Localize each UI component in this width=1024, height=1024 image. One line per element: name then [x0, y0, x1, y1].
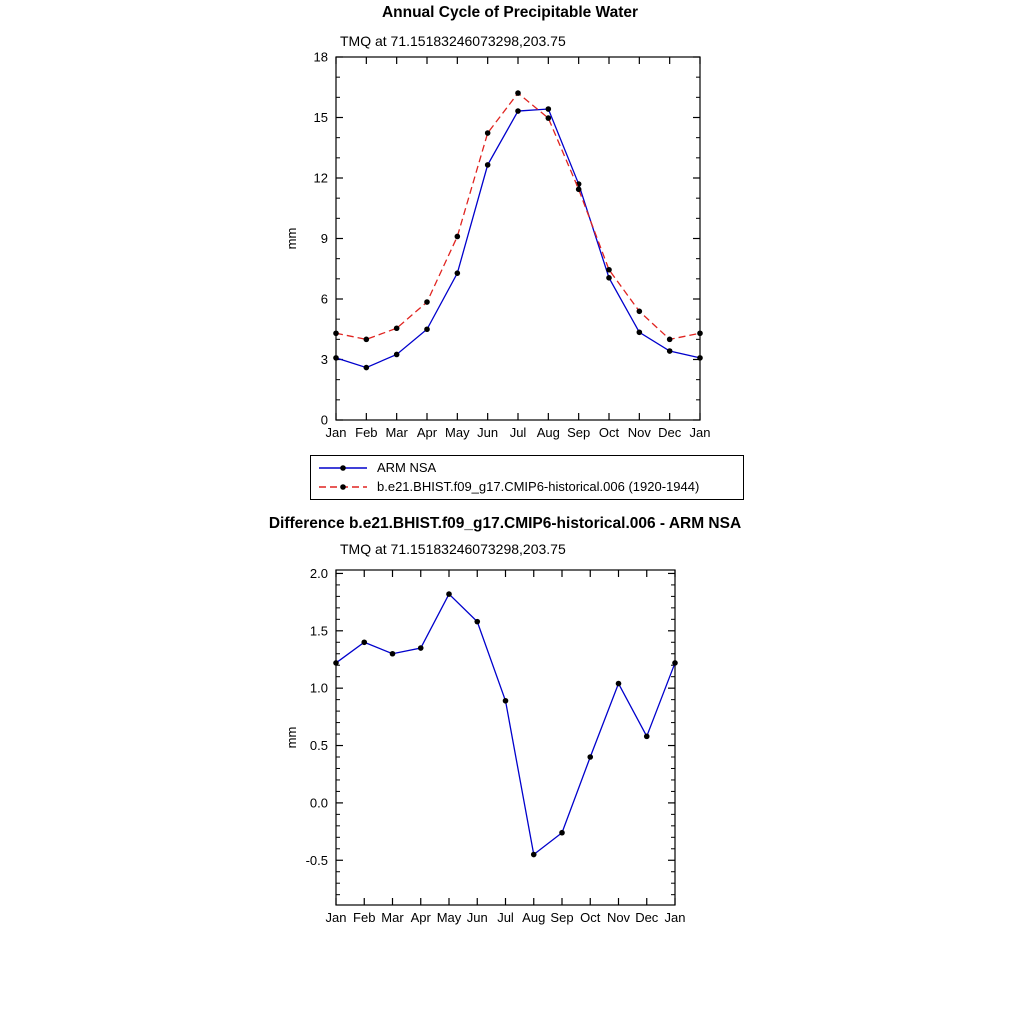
svg-text:0.5: 0.5	[309, 738, 328, 754]
svg-text:Jul: Jul	[497, 910, 514, 925]
svg-text:Jan: Jan	[664, 910, 686, 925]
svg-text:Jan: Jan	[325, 910, 347, 925]
svg-text:2.0: 2.0	[309, 565, 328, 581]
svg-text:Jul: Jul	[509, 425, 527, 440]
svg-text:Nov: Nov	[606, 910, 631, 925]
series-markers-0	[333, 591, 678, 857]
svg-text:Jan: Jan	[689, 425, 711, 440]
svg-text:Feb: Feb	[353, 910, 376, 925]
svg-text:Jun: Jun	[466, 910, 488, 925]
svg-text:0: 0	[320, 412, 328, 428]
svg-text:Dec: Dec	[658, 425, 682, 440]
svg-text:Feb: Feb	[355, 425, 378, 440]
difference-chart-subtitle: TMQ at 71.15183246073298,203.75	[340, 541, 566, 557]
svg-text:6: 6	[320, 291, 328, 307]
svg-text:May: May	[445, 425, 470, 440]
svg-text:Oct: Oct	[598, 425, 620, 440]
svg-text:Apr: Apr	[416, 425, 438, 440]
series-line-0	[336, 109, 700, 368]
svg-text:18: 18	[313, 49, 328, 65]
svg-text:1.0: 1.0	[309, 680, 328, 696]
svg-text:Aug: Aug	[522, 910, 546, 925]
difference-chart-canvas	[250, 556, 730, 931]
svg-text:1.5: 1.5	[309, 623, 328, 639]
svg-text:Nov: Nov	[627, 425, 651, 440]
svg-text:0.0: 0.0	[309, 795, 328, 811]
svg-text:9: 9	[320, 231, 328, 246]
y-minor-ticks	[336, 585, 675, 895]
svg-text:3: 3	[320, 352, 328, 367]
legend-item-arm-nsa	[311, 458, 743, 477]
legend-item-model	[311, 477, 743, 496]
series-line-0	[336, 594, 675, 854]
series-markers-1	[333, 90, 703, 342]
top-chart-subtitle: TMQ at 71.15183246073298,203.75	[340, 33, 566, 49]
svg-text:-0.5: -0.5	[305, 852, 328, 868]
top-chart-canvas	[250, 48, 770, 460]
svg-text:12: 12	[313, 170, 328, 186]
y-axis-ticks	[306, 566, 675, 868]
svg-text:Mar: Mar	[381, 910, 404, 925]
svg-text:15: 15	[313, 110, 328, 125]
plot-frame	[336, 570, 675, 905]
svg-text:Sep: Sep	[550, 910, 574, 925]
legend-line-sample-solid	[317, 462, 369, 474]
svg-text:Dec: Dec	[635, 910, 659, 925]
y-axis-label: mm	[284, 726, 299, 749]
legend-label: ARM NSA	[377, 460, 437, 475]
series-line-1	[336, 93, 700, 339]
svg-text:Mar: Mar	[385, 425, 408, 440]
svg-text:Jun: Jun	[477, 425, 499, 440]
legend-label: b.e21.BHIST.f09_g17.CMIP6-historical.006 (1920-1944)	[377, 479, 700, 494]
y-minor-ticks	[336, 77, 700, 400]
legend-line-sample-dashed	[317, 481, 369, 493]
series-markers-0	[333, 106, 703, 370]
difference-chart-title: Difference b.e21.BHIST.f09_g17.CMIP6-historical.006 - ARM NSA	[268, 515, 742, 532]
x-axis-ticks	[326, 570, 686, 925]
legend	[310, 455, 744, 500]
svg-text:Apr: Apr	[410, 910, 431, 925]
top-chart-title: Annual Cycle of Precipitable Water	[381, 4, 639, 21]
y-axis-label: mm	[284, 227, 299, 250]
svg-text:Oct: Oct	[580, 910, 601, 925]
svg-text:Sep: Sep	[567, 425, 591, 440]
svg-text:May: May	[436, 910, 462, 925]
y-axis-ticks	[314, 50, 700, 428]
svg-text:Aug: Aug	[536, 425, 560, 440]
svg-text:Jan: Jan	[325, 425, 347, 440]
x-axis-ticks	[326, 57, 711, 440]
